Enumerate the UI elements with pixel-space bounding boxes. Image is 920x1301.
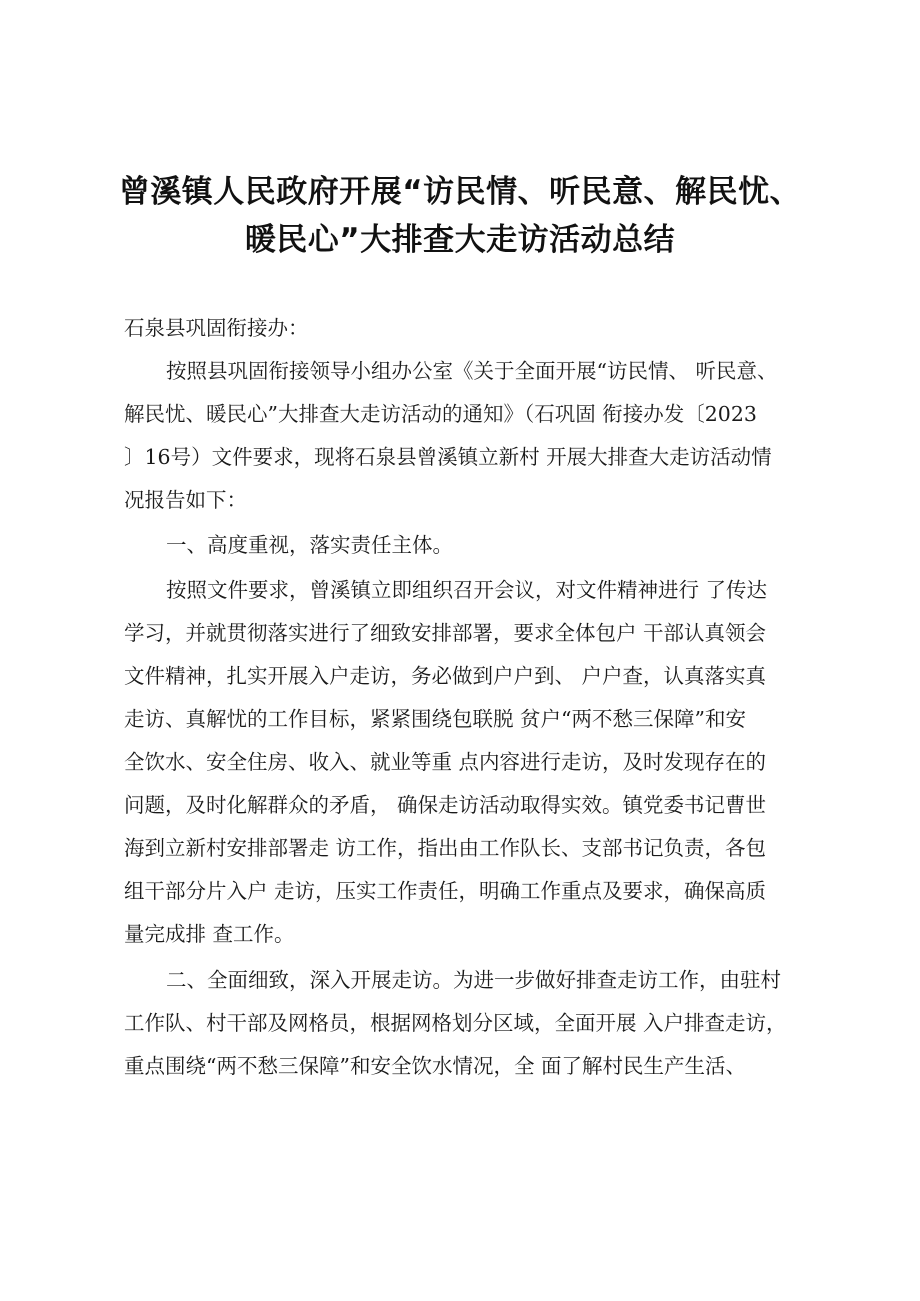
paragraph-line: 全饮水、安全住房、收入、就业等重 点内容进行走访，及时发现存在的: [124, 750, 767, 774]
section-heading: 一、高度重视，落实责任主体。: [166, 533, 453, 557]
paragraph-line: 解民忧、暖民心”大排查大走访活动的通知》（石巩固 衔接办发〔2023: [124, 402, 757, 426]
paragraph-line: 况报告如下：: [124, 488, 247, 512]
paragraph-line: 海到立新村安排部署走 访工作，指出由工作队长、支部书记负责，各包: [124, 836, 767, 860]
document-title-line-1: 曾溪镇人民政府开展“访民情、听民意、解民忧、: [118, 174, 802, 210]
paragraph-line: 文件精神，扎实开展入户走访，务必做到户户到、 户户查，认真落实真: [124, 664, 767, 688]
paragraph-line: 量完成排 查工作。: [124, 922, 295, 946]
paragraph-line: 问题，及时化解群众的矛盾， 确保走访活动取得实效。镇党委书记曹世: [124, 793, 767, 817]
paragraph-line: 学习，并就贯彻落实进行了细致安排部署，要求全体包户 干部认真领会: [124, 621, 767, 645]
paragraph-line: 〕16号）文件要求，现将石泉县曾溪镇立新村 开展大排查大走访活动情: [124, 445, 772, 469]
section-heading-paragraph: 二、全面细致，深入开展走访。为进一步做好排查走访工作，由驻村: [166, 968, 781, 992]
document-title-line-2: 暖民心”大排查大走访活动总结: [244, 222, 676, 258]
paragraph-line: 组干部分片入户 走访，压实工作责任，明确工作重点及要求，确保高质: [124, 879, 767, 903]
paragraph-line: 工作队、村干部及网格员，根据网格划分区域，全面开展 入户排查走访，: [124, 1011, 787, 1035]
paragraph-line: 按照县巩固衔接领导小组办公室《关于全面开展“访民情、 听民意、: [166, 359, 778, 383]
paragraph-line: 走访、真解忧的工作目标，紧紧围绕包联脱 贫户“两不愁三保障”和安: [124, 707, 746, 731]
paragraph-line: 按照文件要求，曾溪镇立即组织召开会议，对文件精神进行 了传达: [166, 578, 768, 602]
paragraph-line: 重点围绕“两不愁三保障”和安全饮水情况，全 面了解村民生产生活、: [124, 1054, 746, 1078]
salutation: 石泉县巩固衔接办：: [124, 316, 309, 340]
